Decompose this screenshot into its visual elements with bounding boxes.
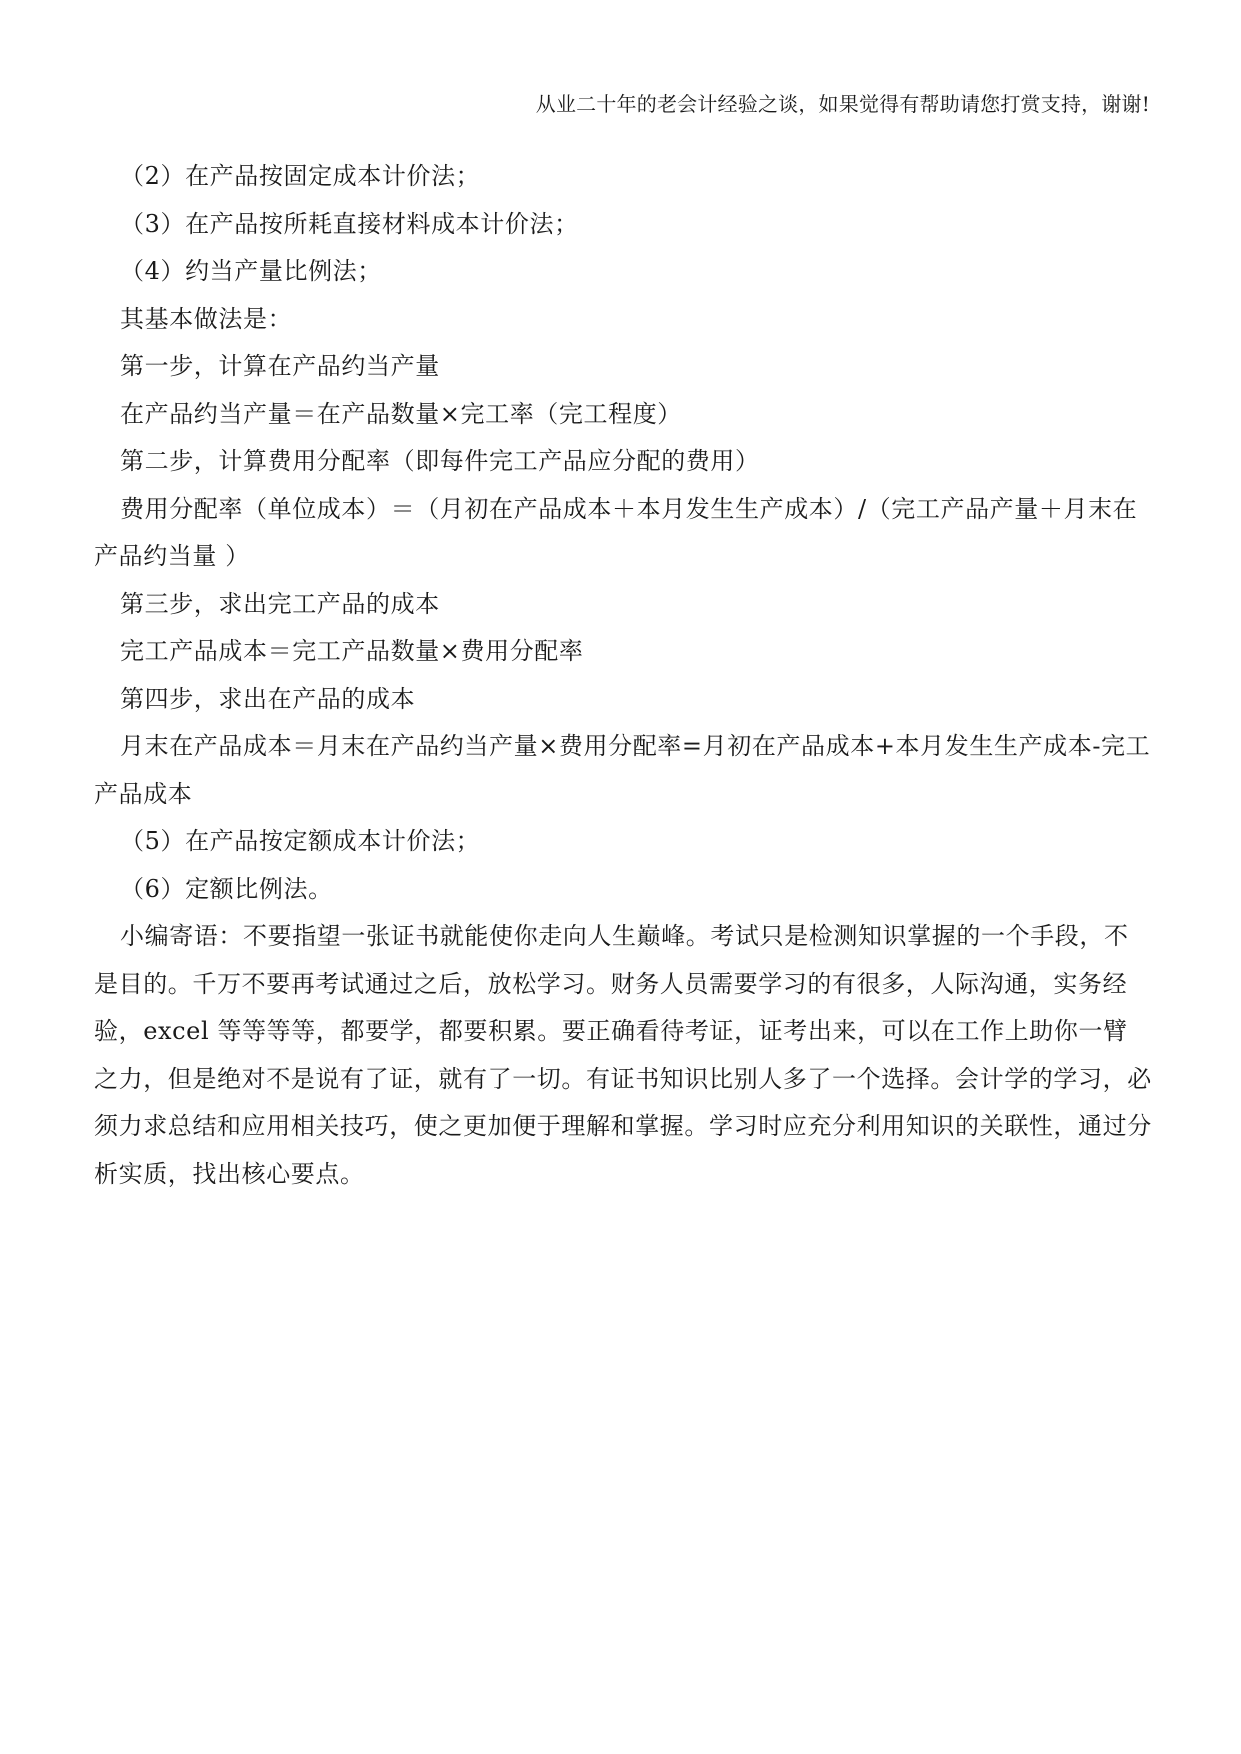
document-body (94, 153, 1152, 1198)
paragraph-method-4: （4）约当产量比例法； (120, 257, 382, 285)
paragraph-formula-4: 月末在产品成本＝月末在产品约当产量×费用分配率=月初在产品成本+本月发生生产成本-完工产品成本 (94, 732, 1151, 808)
paragraph-formula-2: 费用分配率（单位成本）＝（月初在产品成本＋本月发生生产成本）/（完工产品产量＋月末在产品约当量 ） (94, 494, 1138, 570)
paragraph-method-6: （6）定额比例法。 (120, 874, 333, 903)
paragraph-step-2: 第二步，计算费用分配率（即每件完工产品应分配的费用） (120, 447, 760, 475)
paragraph-formula-3: 完工产品成本＝完工产品数量×费用分配率 (120, 637, 584, 665)
paragraph-editor-note: 小编寄语：不要指望一张证书就能使你走向人生巅峰。考试只是检测知识掌握的一个手段，不是目的。千万不要再考试通过之后，放松学习。财务人员需要学习的有很多，人际沟通，实务经验，excel 等等等等，都要学，都要积累。要正确看待考证，证考出来，可以在工作上助你一臂之力，但是绝对不是说有了证，就有了一切。有证书知识比别人多了一个选择。会计学的学习，必须力求总结和应用相关技巧，使之更加便于理解和掌握。学习时应充分利用知识的关联性，通过分析实质，找出核心要点。 (94, 922, 1152, 1188)
paragraph-basic-approach: 其基本做法是： (120, 304, 293, 333)
paragraph-formula-1: 在产品约当产量＝在产品数量×完工率（完工程度） (120, 399, 682, 428)
header-note: 从业二十年的老会计经验之谈，如果觉得有帮助请您打赏支持，谢谢! (535, 92, 1150, 116)
paragraph-method-5: （5）在产品按定额成本计价法； (120, 827, 481, 855)
paragraph-step-3: 第三步，求出完工产品的成本 (120, 589, 440, 618)
paragraph-step-1: 第一步，计算在产品约当产量 (120, 352, 440, 380)
paragraph-step-4: 第四步，求出在产品的成本 (120, 684, 416, 713)
paragraph-method-2: （2）在产品按固定成本计价法； (120, 162, 481, 190)
paragraph-method-3: （3）在产品按所耗直接材料成本计价法； (120, 209, 579, 238)
